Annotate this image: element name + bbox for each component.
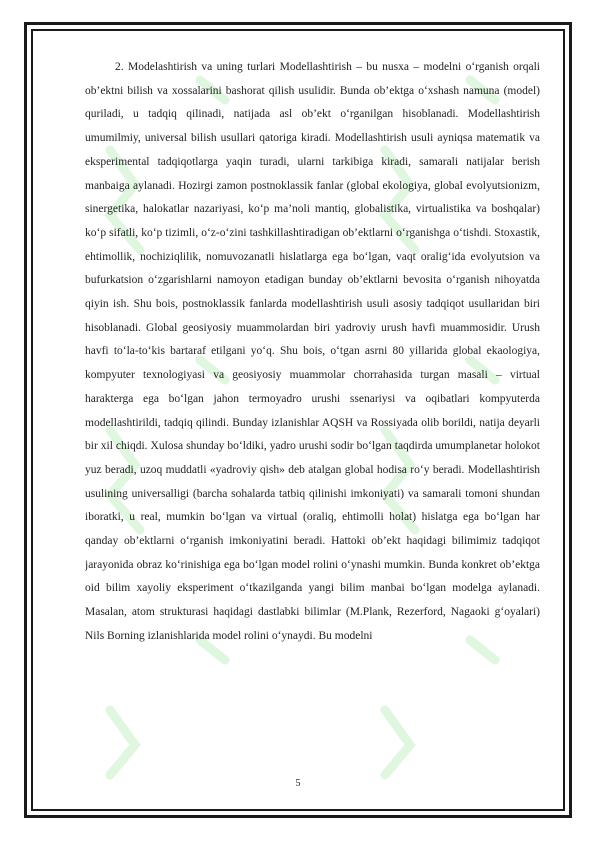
body-paragraph: 2. Modelashtirish va uning turlari Modellashtirish – bu nusxa – modelni o‘rganish orqali ob’ektni bilish va xossalarini bashorat qilish usulidir. Bunda ob’ektga o‘xshash namuna (model) quriladi, u tadqiq qilinadi, natijada asl ob’ekt o‘rganilgan hisoblanadi. Modellashtirish umumilmiy, universal bilish usullari qatoriga kiradi. Modellashtirish usuli ayniqsa matematik va eksperimental tadqiqotlarga yaqin turadi, ularni tarkibiga kiradi, samarali natijalar berish manbaiga aylanadi. Hozirgi zamon postnoklassik fanlar (global ekologiya, global evolyutsionizm, sinergetika, halokatlar nazariyasi, ko‘p ma’noli mantiq, globalistika, virtualistika va boshqalar) ko‘p sifatli, ko‘p tizimli, o‘z-o‘zini tashkillashtiradigan ob’ektlarni o‘rganishga o‘tishdi. Stoxastik, ehtimollik, nochiziqlilik, nomuvozanatli hislatlarga ega bo‘lgan, vaqt oralig‘ida evolyutsion va bufurkatsion o‘zgarishlarni namoyon etadigan bunday ob’ektlarni bevosita o‘rganish nihoyatda qiyin ish. Shu bois, postnoklassik fanlarda modellashtirish usuli asosiy tadqiqot usullaridan biri hisoblanadi. Global geosiyosiy muammolardan biri yadroviy urush havfi muammosidir. Urush havfi to‘la-to‘kis bartaraf etilgani yo‘q. Shu bois, o‘tgan asrni 80 yillarida global ekaologiya, kompyuter texnologiyasi va geosiyosiy muammolar chorrahasida turgan masali – virtual harakterga ega bo‘lgan jahon termoyadro urushi ssenariysi va oqibatlari kompyuterda modellashtirildi, tadqiq qilindi. Bunday izlanishlar AQSH va Rossiyada olib borildi, natija deyarli bir xil chiqdi. Xulosa shunday bo‘ldiki, yadro urushi sodir bo‘lgan taqdirda umumplanetar holokot yuz beradi, uzoq muddatli «yadroviy qish» deb atalgan global hodisa ro‘y beradi. Modellashtirish usulining universalligi (barcha sohalarda tatbiq qilinishi imkoniyati) va samarali tomoni shundan iboratki, u real, mumkin bo‘lgan va virtual (oraliq, ehtimolli holat) hislatga ega bo‘lgan har qanday ob’ektlarni o‘rganish imkoniyatini beradi. Hattoki ob’ekt haqidagi bilimimiz tadqiqot jarayonida obraz ko‘rinishiga ega bo‘lgan model rolini o‘ynashi mumkin. Bunda konkret ob’ektga oid bilim xayoliy eksperiment o‘tkazilganda yangi bilim manbai bo‘lgan modelga aylanadi. Masalan, atom strukturasi haqidagi dastlabki bilimlar (M.Plank, Rezerford, Nagaoki g‘oyalari) Nils Borning izlanishlarida model rolini o‘ynaydi. Bu modelni — [85, 61, 540, 642]
page-number: 5 — [295, 778, 301, 789]
page-body — [85, 56, 540, 778]
